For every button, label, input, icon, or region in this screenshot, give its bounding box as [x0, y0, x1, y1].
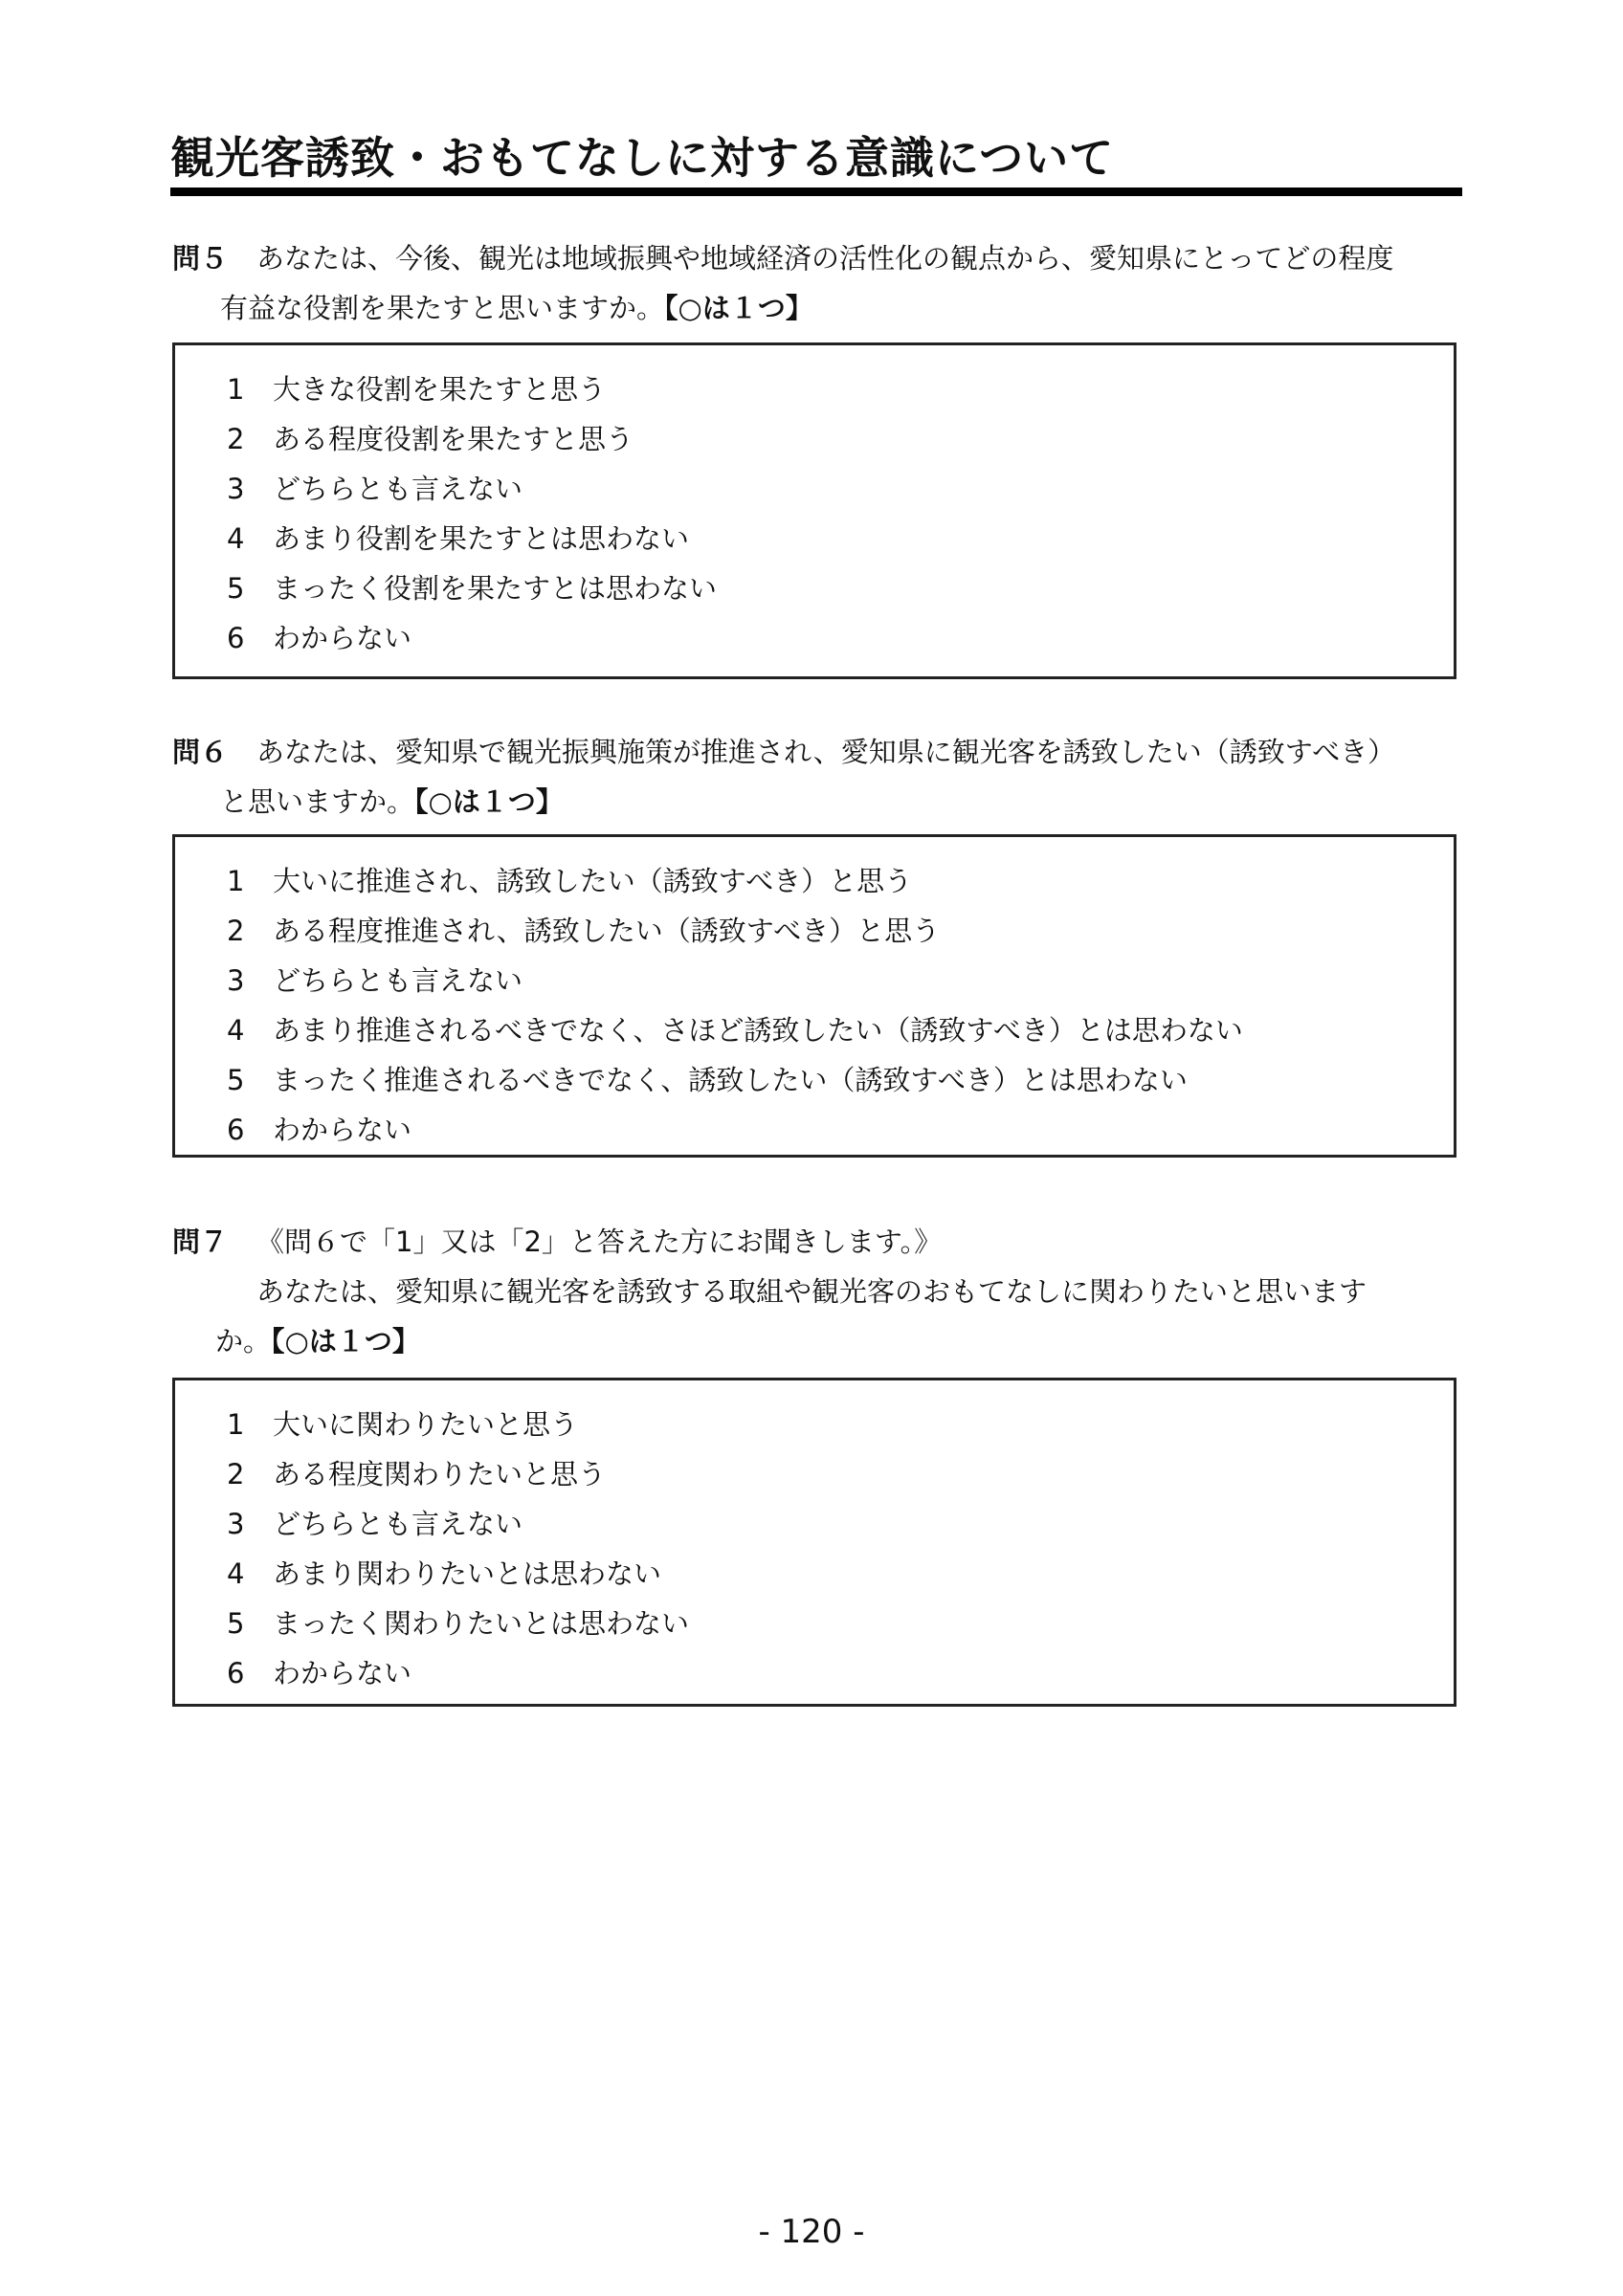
question-6-number: 問６ [172, 736, 229, 768]
option-label: ある程度推進され、誘致したい（誘致すべき）と思う [273, 915, 941, 947]
option-number: 3 [227, 473, 245, 505]
q5-option[interactable] [227, 514, 1454, 563]
q5-option[interactable] [227, 464, 1454, 514]
question-7-text-2: か。 [215, 1325, 272, 1358]
question-6-note: 【○は１つ】 [414, 785, 564, 818]
q6-option[interactable] [227, 1005, 1454, 1055]
question-5-line-2 [172, 283, 1464, 333]
q7-option[interactable] [227, 1499, 1454, 1549]
option-label: どちらとも言えない [273, 473, 523, 505]
option-label: 大きな役割を果たすと思う [273, 373, 607, 406]
question-5-options-box [172, 342, 1456, 679]
question-7-line-2 [172, 1316, 1464, 1366]
option-label: わからない [273, 1114, 412, 1146]
title-underline [170, 188, 1462, 196]
option-label: どちらとも言えない [273, 1508, 523, 1540]
question-6-options-box [172, 834, 1456, 1158]
question-7-line-1 [172, 1267, 1464, 1316]
option-label: ある程度関わりたいと思う [273, 1458, 607, 1490]
option-label: まったく役割を果たすとは思わない [273, 572, 718, 605]
option-number: 1 [227, 1408, 245, 1441]
option-number: 5 [227, 572, 245, 605]
q6-option[interactable] [227, 1055, 1454, 1105]
q7-option[interactable] [227, 1648, 1454, 1698]
question-5-number: 問５ [172, 242, 229, 275]
option-label: わからない [273, 622, 412, 654]
option-number: 4 [227, 1014, 245, 1047]
option-label: 大いに関わりたいと思う [273, 1408, 579, 1441]
page-number: - 120 - [758, 2213, 865, 2251]
option-label: 大いに推進され、誘致したい（誘致すべき）と思う [273, 865, 913, 897]
option-number: 6 [227, 1114, 245, 1146]
option-number: 5 [227, 1607, 245, 1640]
question-5-note: 【○は１つ】 [664, 292, 813, 324]
q6-option[interactable] [227, 1105, 1454, 1155]
q7-option[interactable] [227, 1400, 1454, 1449]
q7-option[interactable] [227, 1449, 1454, 1499]
option-number: 2 [227, 423, 245, 455]
q5-option[interactable] [227, 364, 1454, 414]
option-number: 6 [227, 622, 245, 654]
question-7-note: 【○は１つ】 [271, 1325, 420, 1358]
q6-option[interactable] [227, 956, 1454, 1005]
question-7-number: 問７ [172, 1225, 229, 1258]
q5-option[interactable] [227, 414, 1454, 464]
option-label: あまり推進されるべきでなく、さほど誘致したい（誘致すべき）とは思わない [273, 1014, 1243, 1047]
question-5-text-1: あなたは、今後、観光は地域振興や地域経済の活性化の観点から、愛知県にとってどの程度 [256, 242, 1394, 275]
option-label: あまり役割を果たすとは思わない [273, 522, 690, 555]
question-7 [172, 1217, 1464, 1366]
option-label: まったく推進されるべきでなく、誘致したい（誘致すべき）とは思わない [273, 1064, 1188, 1096]
q6-option[interactable] [227, 856, 1454, 906]
question-6-text-1: あなたは、愛知県で観光振興施策が推進され、愛知県に観光客を誘致したい（誘致すべき） [256, 736, 1396, 768]
q7-option[interactable] [227, 1599, 1454, 1648]
option-label: あまり関わりたいとは思わない [273, 1557, 662, 1590]
option-number: 1 [227, 865, 245, 897]
option-number: 4 [227, 1557, 245, 1590]
option-number: 4 [227, 522, 245, 555]
q6-option[interactable] [227, 906, 1454, 956]
q5-option[interactable] [227, 613, 1454, 663]
q5-option[interactable] [227, 563, 1454, 613]
q7-option[interactable] [227, 1549, 1454, 1599]
option-number: 1 [227, 373, 245, 406]
option-label: どちらとも言えない [273, 964, 523, 997]
question-7-line-0 [172, 1217, 1464, 1267]
option-number: 3 [227, 1508, 245, 1540]
question-7-text-1: あなたは、愛知県に観光客を誘致する取組や観光客のおもてなしに関わりたいと思います [256, 1275, 1367, 1308]
question-7-condition: 《問６で「1」又は「2」と答えた方にお聞きします。》 [256, 1225, 943, 1258]
option-number: 2 [227, 1458, 245, 1490]
question-6-line-1 [172, 727, 1464, 777]
option-number: 6 [227, 1657, 245, 1689]
question-5-line-1 [172, 233, 1464, 283]
question-5 [172, 233, 1464, 333]
option-label: まったく関わりたいとは思わない [273, 1607, 690, 1640]
question-6-line-2 [172, 777, 1464, 827]
option-number: 5 [227, 1064, 245, 1096]
question-6 [172, 727, 1464, 827]
page-title: 観光客誘致・おもてなしに対する意識について [170, 132, 1115, 184]
option-label: ある程度役割を果たすと思う [273, 423, 634, 455]
question-7-options-box [172, 1378, 1456, 1707]
option-label: わからない [273, 1657, 412, 1689]
question-5-text-2: 有益な役割を果たすと思いますか。 [220, 292, 665, 324]
option-number: 3 [227, 964, 245, 997]
option-number: 2 [227, 915, 245, 947]
question-6-text-2: と思いますか。 [220, 785, 415, 818]
